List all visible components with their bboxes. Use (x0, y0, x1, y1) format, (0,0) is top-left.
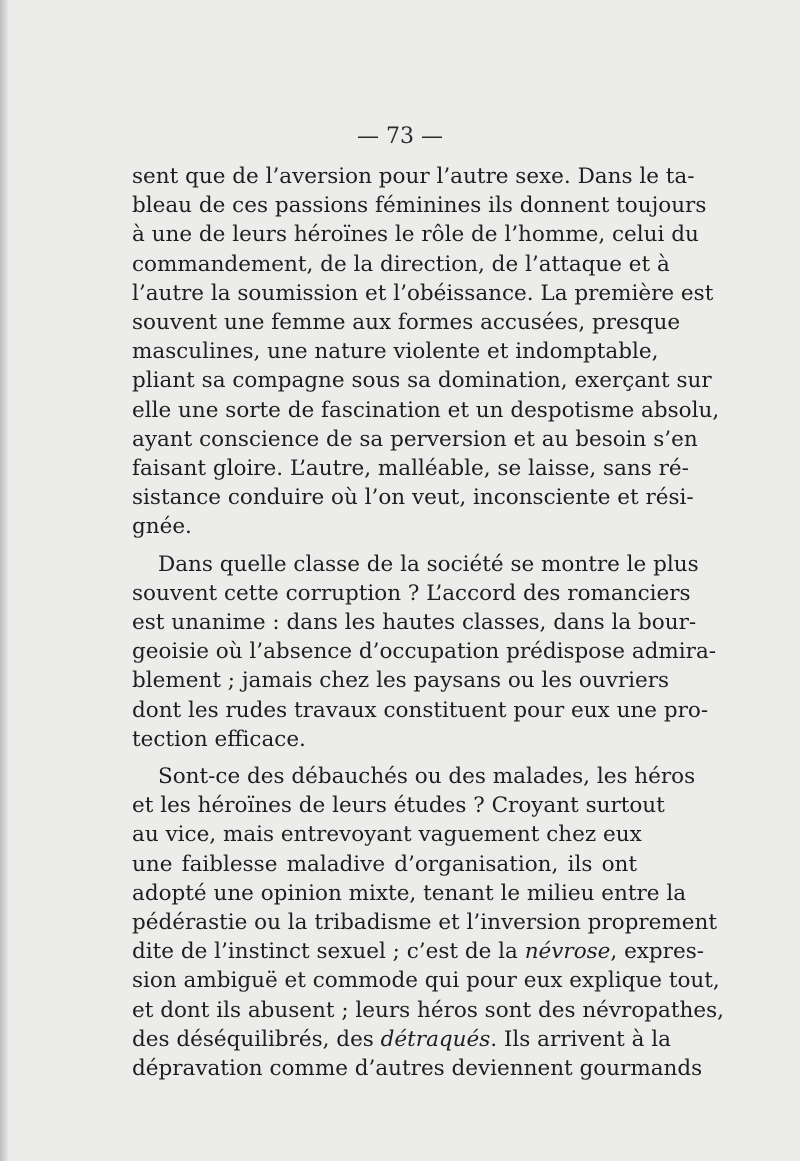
text-segment: , expres- (610, 939, 704, 965)
text-line: adopté une opinion mixte, tenant le milieu entre la (132, 880, 687, 906)
text-line: pédérastie ou la tribadisme et l’inversion proprement (132, 910, 717, 936)
text-line: commandement, de la direction, de l’attaque et à (132, 251, 670, 277)
text-line: l’autre la soumission et l’obéissance. La première est (132, 280, 714, 306)
text-line: sistance conduire où l’on veut, inconsciente et rési- (132, 485, 694, 511)
text-line: elle une sorte de fascination et un despotisme absolu, (132, 397, 720, 423)
text-line: blement ; jamais chez les paysans ou les ouvriers (132, 668, 670, 694)
text-line: tection efficace. (132, 726, 306, 752)
text-line: ayant conscience de sa perversion et au besoin s’en (132, 426, 698, 452)
page-binding-edge (0, 0, 8, 1161)
text-line: dont les rudes travaux constituent pour eux une pro- (132, 697, 709, 723)
page-number: — 73 — (357, 124, 443, 149)
text-line: dépravation comme d’autres deviennent gourmands (132, 1056, 703, 1082)
text-segment: des déséquilibrés, des (132, 1026, 381, 1052)
text-line: une faiblesse maladive d’organisation, ils ont (132, 851, 637, 877)
text-line: souvent une femme aux formes accusées, presque (132, 310, 681, 336)
text-line: au vice, mais entrevoyant vaguement chez eux (132, 822, 642, 848)
text-line: et dont ils abusent ; leurs héros sont des névropathes, (132, 997, 724, 1023)
body-text (132, 162, 724, 1083)
text-line: est unanime : dans les hautes classes, dans la bour- (132, 610, 697, 636)
italic-term: névrose (524, 939, 611, 965)
text-line: geoisie où l’absence d’occupation prédispose admira- (132, 639, 717, 665)
text-line: pliant sa compagne sous sa domination, exerçant sur (132, 368, 712, 394)
text-line-with-italic (132, 937, 704, 966)
text-line: Dans quelle classe de la société se montre le plus (158, 551, 699, 577)
text-line: Sont-ce des débauchés ou des malades, les héros (158, 764, 696, 790)
text-line: à une de leurs héroïnes le rôle de l’homme, celui du (132, 222, 699, 248)
text-line: gnée. (132, 514, 192, 540)
italic-term: détraqués (380, 1026, 491, 1052)
text-line: bleau de ces passions féminines ils donnent toujours (132, 193, 707, 219)
text-segment: dite de l’instinct sexuel ; c’est de la (132, 939, 525, 965)
text-line: masculines, une nature violente et indomptable, (132, 339, 659, 365)
text-line-with-italic (132, 1025, 671, 1054)
text-segment: . Ils arrivent à la (490, 1026, 671, 1052)
text-line: souvent cette corruption ? L’accord des romanciers (132, 580, 691, 606)
text-line: sent que de l’aversion pour l’autre sexe. Dans le ta- (132, 164, 695, 189)
text-line: et les héroïnes de leurs études ? Croyant surtout (132, 793, 665, 819)
text-line: faisant gloire. L’autre, malléable, se laisse, sans ré- (132, 456, 689, 482)
text-line: sion ambiguë et commode qui pour eux explique tout, (132, 968, 720, 994)
